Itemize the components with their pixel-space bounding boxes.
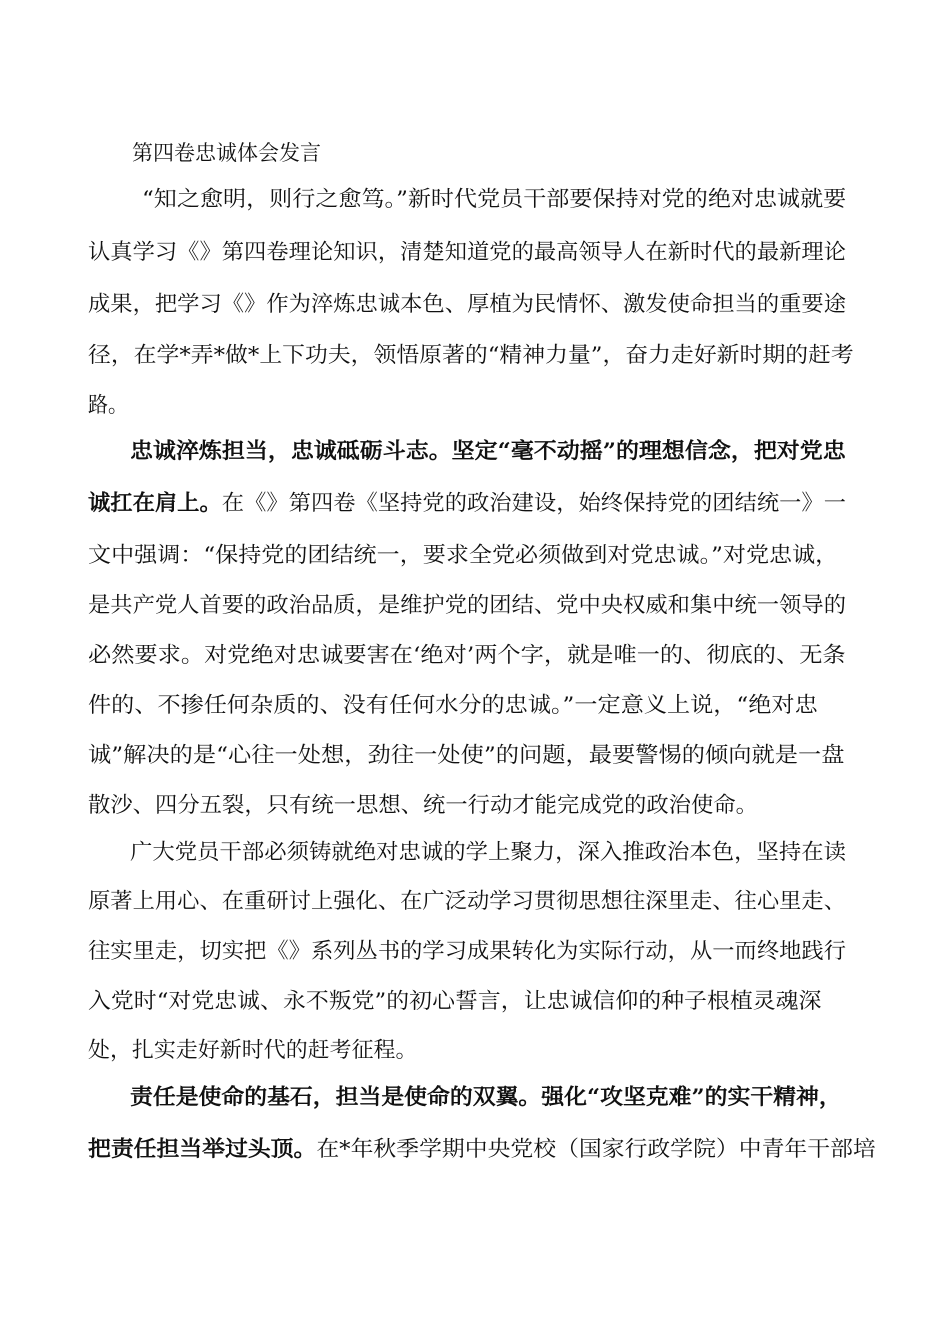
paragraph-line xyxy=(88,691,818,721)
text-segment: 路。 xyxy=(88,393,129,418)
paragraph-line xyxy=(88,641,846,671)
paragraph-line xyxy=(88,541,838,571)
paragraph-line xyxy=(88,937,846,967)
paragraph-line xyxy=(88,341,854,371)
text-segment: 散沙、四分五裂，只有统一思想、统一行动才能完成党的政治使命。 xyxy=(88,793,759,818)
paragraph-line xyxy=(88,489,846,519)
bold-text-segment: 忠诚淬炼担当，忠诚砥砺斗志。坚定“毫不动摇”的理想信念，把对党忠 xyxy=(130,439,846,464)
text-segment: 文中强调：“保持党的团结统一，要求全党必须做到对党忠诚。”对党忠诚， xyxy=(88,543,839,568)
paragraph-line xyxy=(88,391,128,421)
paragraph-line xyxy=(88,290,846,320)
paragraph-line xyxy=(130,838,846,868)
paragraph-line xyxy=(88,887,846,917)
paragraph-line xyxy=(88,1036,418,1066)
text-segment: 在《》第四卷《坚持党的政治建设，始终保持党的团结统一》一 xyxy=(221,491,847,516)
text-segment: 必然要求。对党绝对忠诚要害在‘绝对’两个字，就是唯一的、彻底的、无条 xyxy=(88,643,846,668)
text-segment: “知之愈明，则行之愈笃。”新时代党员干部要保持对党的绝对忠诚就要 xyxy=(142,187,847,212)
text-segment: 是共产党人首要的政治品质，是维护党的团结、党中央权威和集中统一领导的 xyxy=(88,593,847,618)
bold-text-segment: 诚扛在肩上。 xyxy=(88,491,222,516)
document-title: 第四卷忠诚体会发言 xyxy=(132,141,321,165)
bold-text-segment: 把责任担当举过头顶。 xyxy=(88,1137,317,1162)
text-segment: 原著上用心、在重研讨上强化、在广泛动学习贯彻思想往深里走、往心里走、 xyxy=(88,889,847,914)
paragraph-line xyxy=(88,791,758,821)
text-segment: 诚”解决的是“心往一处想，劲往一处使”的问题，最要警惕的倾向就是一盘 xyxy=(88,743,845,768)
text-segment: 径，在学*弄*做*上下功夫，领悟原著的“精神力量”，奋力走好新时期的赶考 xyxy=(88,343,854,368)
text-segment: 入党时“对党忠诚、永不叛党”的初心誓言，让忠诚信仰的种子根植灵魂深 xyxy=(88,989,822,1014)
paragraph-line xyxy=(88,591,846,621)
paragraph-line xyxy=(88,238,846,268)
text-segment: 认真学习《》第四卷理论知识，清楚知道党的最高领导人在新时代的最新理论 xyxy=(88,240,847,265)
text-segment: 成果，把学习《》作为淬炼忠诚本色、厚植为民情怀、激发使命担当的重要途 xyxy=(88,292,847,317)
text-segment: 处，扎实走好新时代的赶考征程。 xyxy=(88,1038,418,1063)
text-segment: 件的、不掺任何杂质的、没有任何水分的忠诚。”一定意义上说，“绝对忠 xyxy=(88,693,818,718)
paragraph-line xyxy=(130,1083,842,1113)
paragraph-line xyxy=(142,185,846,215)
text-segment: 在*年秋季学期中央党校（国家行政学院）中青年干部培 xyxy=(316,1137,876,1162)
bold-text-segment: 责任是使命的基石，担当是使命的双翼。强化“攻坚克难”的实干精神， xyxy=(130,1085,842,1110)
paragraph-line xyxy=(88,1135,876,1165)
text-segment: 广大党员干部必须铸就绝对忠诚的学上聚力，深入推政治本色，坚持在读 xyxy=(130,840,847,865)
paragraph-line xyxy=(130,437,846,467)
paragraph-line xyxy=(88,741,845,771)
paragraph-line xyxy=(88,987,821,1017)
text-segment: 往实里走，切实把《》系列丛书的学习成果转化为实际行动，从一而终地践行 xyxy=(88,939,847,964)
